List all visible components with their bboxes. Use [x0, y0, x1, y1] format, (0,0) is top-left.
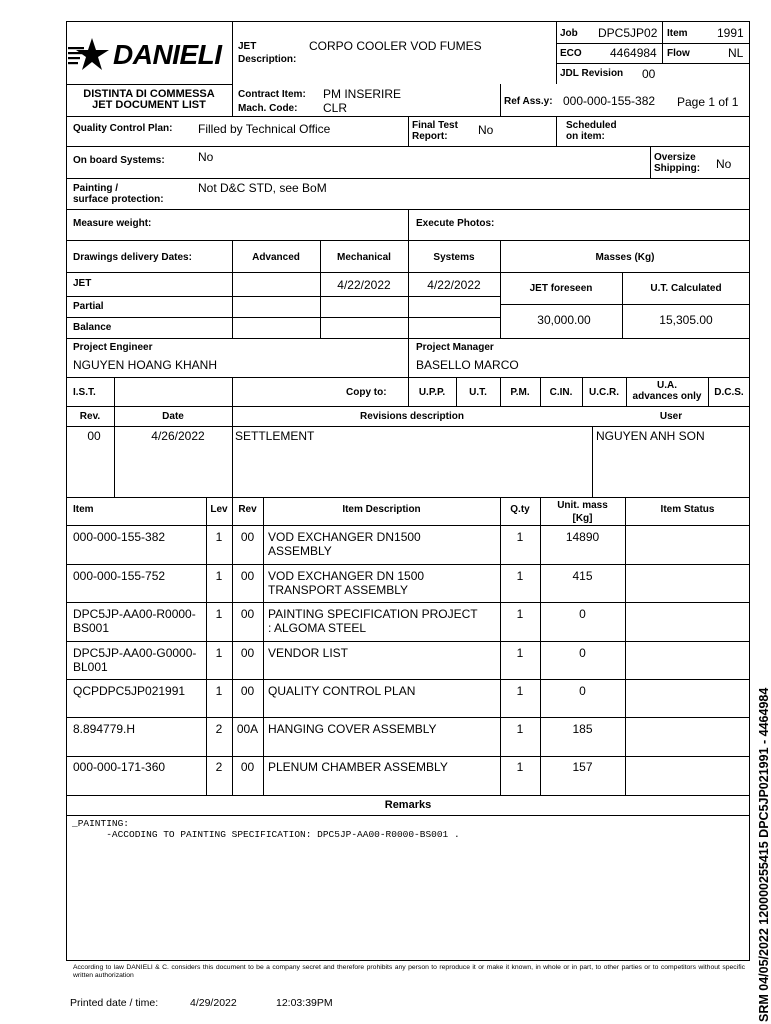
row-revision: 00 — [240, 530, 255, 544]
jet-label: JET — [238, 41, 257, 52]
final-test-label: Final Test — [412, 120, 458, 131]
copy-ucr: U.C.R. — [589, 387, 619, 398]
jet-description: CORPO COOLER VOD FUMES — [309, 39, 482, 53]
row-quantity: 1 — [516, 722, 524, 736]
item-label: Item — [667, 28, 688, 39]
row-level: 1 — [215, 607, 223, 621]
row-description: VOD EXCHANGER DN 1500 — [268, 569, 425, 583]
ut-calculated-value: 15,305.00 — [659, 313, 713, 327]
copy-ut: U.T. — [469, 387, 487, 398]
copy-ua-2: advances only — [632, 391, 702, 402]
rev-col-header: Rev — [238, 504, 257, 515]
painting-label-2: surface protection: — [73, 194, 164, 205]
remarks-header: Remarks — [384, 799, 432, 811]
row-item-code: 8.894779.H — [73, 722, 136, 736]
ref-assy-value: 000-000-155-382 — [563, 94, 656, 108]
brand-name: DANIELI — [113, 39, 222, 70]
jet-row-label: JET — [73, 278, 92, 289]
masses-header: Masses (Kg) — [595, 252, 655, 263]
delivery-dates-label: Drawings delivery Dates: — [73, 252, 192, 263]
legal-notice: According to law DANIELI & C. considers this document to be a company secret and therefore prohibits any person to reproduce it or make it known, in whole or in part, to other parties or to competitors without specific written authorization — [73, 964, 745, 979]
row-item-code: 000-000-171-360 — [73, 760, 166, 774]
jet-foreseen-label: JET foreseen — [529, 283, 593, 294]
revision-date: 4/26/2022 — [151, 429, 205, 443]
copy-to-label: Copy to: — [346, 387, 387, 398]
desc-col-header: Item Description — [342, 504, 421, 515]
row-description: PAINTING SPECIFICATION PROJECT — [268, 607, 478, 621]
row-item-code-2: BS001 — [73, 621, 110, 635]
eco-value: 4464984 — [610, 46, 657, 60]
row-quantity: 1 — [516, 530, 524, 544]
project-manager-label: Project Manager — [416, 342, 494, 353]
copy-upp: U.P.P. — [418, 387, 446, 398]
row-description: VENDOR LIST — [268, 646, 349, 660]
row-quantity: 1 — [516, 569, 524, 583]
copy-cin: C.IN. — [549, 387, 573, 398]
row-level: 1 — [215, 569, 223, 583]
row-quantity: 1 — [516, 607, 524, 621]
row-unit-mass: 157 — [572, 760, 593, 774]
mass-col-header: Unit. mass — [557, 500, 608, 511]
row-quantity: 1 — [516, 760, 524, 774]
revision-description: SETTLEMENT — [235, 429, 315, 443]
row-item-code: 000-000-155-382 — [73, 530, 166, 544]
jdl-revision-label: JDL Revision — [560, 68, 624, 79]
printed-date: 4/29/2022 — [190, 997, 237, 1009]
row-description: HANGING COVER ASSEMBLY — [268, 722, 437, 736]
jet-systems-date: 4/22/2022 — [427, 278, 481, 292]
ref-assy-label: Ref Ass.y: — [504, 96, 553, 107]
document-sheet — [66, 21, 750, 961]
page-indicator: Page 1 of 1 — [677, 95, 739, 109]
mass-col-header-unit: [Kg] — [572, 513, 593, 524]
row-unit-mass: 185 — [572, 722, 593, 736]
remarks-line-2: -ACCODING TO PAINTING SPECIFICATION: DPC5JP-AA00-R0000-BS001 . — [72, 829, 460, 840]
row-description: QUALITY CONTROL PLAN — [268, 684, 416, 698]
row-level: 1 — [215, 646, 223, 660]
jet-foreseen-value: 30,000.00 — [537, 313, 591, 327]
oversize-label-2: Shipping: — [654, 163, 701, 174]
job-value: DPC5JP02 — [598, 26, 658, 40]
row-level: 1 — [215, 530, 223, 544]
balance-row-label: Balance — [73, 322, 112, 333]
flow-value: NL — [728, 46, 744, 60]
flow-label: Flow — [667, 48, 690, 59]
onboard-systems-label: On board Systems: — [73, 155, 165, 166]
row-item-code: 000-000-155-752 — [73, 569, 166, 583]
row-level: 2 — [215, 760, 223, 774]
oversize-value: No — [716, 157, 732, 171]
ist-label: I.S.T. — [73, 387, 96, 398]
row-unit-mass: 0 — [579, 646, 586, 660]
row-revision: 00 — [240, 646, 255, 660]
date-header: Date — [162, 411, 184, 422]
job-label: Job — [560, 28, 578, 39]
doc-title-en: JET DOCUMENT LIST — [92, 99, 206, 111]
jdl-revision-value: 00 — [642, 67, 656, 81]
user-header: User — [659, 411, 683, 422]
contract-item-value: PM INSERIRE — [323, 87, 402, 101]
description-label: Description: — [238, 54, 297, 65]
row-item-code: DPC5JP-AA00-G0000- — [73, 646, 197, 660]
painting-value: Not D&C STD, see BoM — [198, 181, 327, 195]
final-test-value: No — [478, 123, 494, 137]
row-description: PLENUM CHAMBER ASSEMBLY — [268, 760, 448, 774]
remarks-line-1: _PAINTING: — [72, 818, 130, 829]
row-revision: 00 — [240, 569, 255, 583]
row-item-code: DPC5JP-AA00-R0000- — [73, 607, 196, 621]
partial-row-label: Partial — [73, 301, 104, 312]
status-col-header: Item Status — [660, 504, 715, 515]
row-level: 1 — [215, 684, 223, 698]
row-description: VOD EXCHANGER DN1500 — [268, 530, 421, 544]
scheduled-label-2: on item: — [566, 131, 605, 142]
mach-code-label: Mach. Code: — [238, 103, 298, 114]
project-engineer-value: NGUYEN HOANG KHANH — [73, 358, 218, 372]
measure-weight-label: Measure weight: — [73, 218, 152, 229]
copy-dcs: D.C.S. — [714, 387, 744, 398]
printed-label: Printed date / time: — [70, 997, 159, 1009]
row-description-2: TRANSPORT ASSEMBLY — [268, 583, 409, 597]
qty-col-header: Q.ty — [510, 504, 530, 515]
onboard-systems-value: No — [198, 150, 214, 164]
row-revision: 00 — [240, 760, 255, 774]
item-value: 1991 — [717, 26, 744, 40]
item-col-header: Item — [73, 504, 94, 515]
rev-header: Rev. — [79, 411, 101, 422]
srm-stamp: SRM 04/05/2022 12000025541​5 DPC5JP021991 - 4464984 — [757, 687, 771, 1022]
row-item-code-2: BL001 — [73, 660, 108, 674]
revision-number: 00 — [87, 429, 101, 443]
mach-code-value: CLR — [323, 101, 348, 115]
row-item-code: QCPDPC5JP021991 — [73, 684, 186, 698]
qcp-label: Quality Control Plan: — [73, 123, 173, 134]
row-unit-mass: 14890 — [565, 530, 600, 544]
project-manager-value: BASELLO MARCO — [416, 358, 519, 372]
scheduled-label: Scheduled — [566, 120, 617, 131]
copy-ua: U.A. — [657, 380, 677, 391]
ut-calculated-label: U.T. Calculated — [650, 283, 722, 294]
qcp-value: Filled by Technical Office — [198, 122, 331, 136]
painting-label: Painting / — [73, 183, 118, 194]
advanced-header: Advanced — [252, 252, 300, 263]
doc-title-it: DISTINTA DI COMMESSA — [83, 88, 215, 100]
systems-header: Systems — [433, 252, 475, 263]
contract-item-label: Contract Item: — [238, 89, 306, 100]
row-revision: 00A — [236, 722, 259, 736]
execute-photos-label: Execute Photos: — [416, 218, 495, 229]
row-unit-mass: 0 — [579, 684, 586, 698]
row-quantity: 1 — [516, 684, 524, 698]
mechanical-header: Mechanical — [337, 252, 391, 263]
revision-user: NGUYEN ANH SON — [596, 429, 705, 443]
oversize-label: Oversize — [654, 152, 696, 163]
row-revision: 00 — [240, 684, 255, 698]
revisions-desc-header: Revisions description — [360, 411, 464, 422]
project-engineer-label: Project Engineer — [73, 342, 153, 353]
row-unit-mass: 415 — [572, 569, 593, 583]
eco-label: ECO — [560, 48, 582, 59]
printed-time: 12:03:39PM — [276, 997, 333, 1009]
row-unit-mass: 0 — [579, 607, 586, 621]
row-level: 2 — [215, 722, 223, 736]
lev-col-header: Lev — [210, 504, 228, 515]
copy-pm: P.M. — [510, 387, 530, 398]
row-description-2: : ALGOMA STEEL — [268, 621, 367, 635]
row-revision: 00 — [240, 607, 255, 621]
row-quantity: 1 — [516, 646, 524, 660]
row-description-2: ASSEMBLY — [268, 544, 332, 558]
final-test-label-2: Report: — [412, 131, 448, 142]
jet-mechanical-date: 4/22/2022 — [337, 278, 391, 292]
